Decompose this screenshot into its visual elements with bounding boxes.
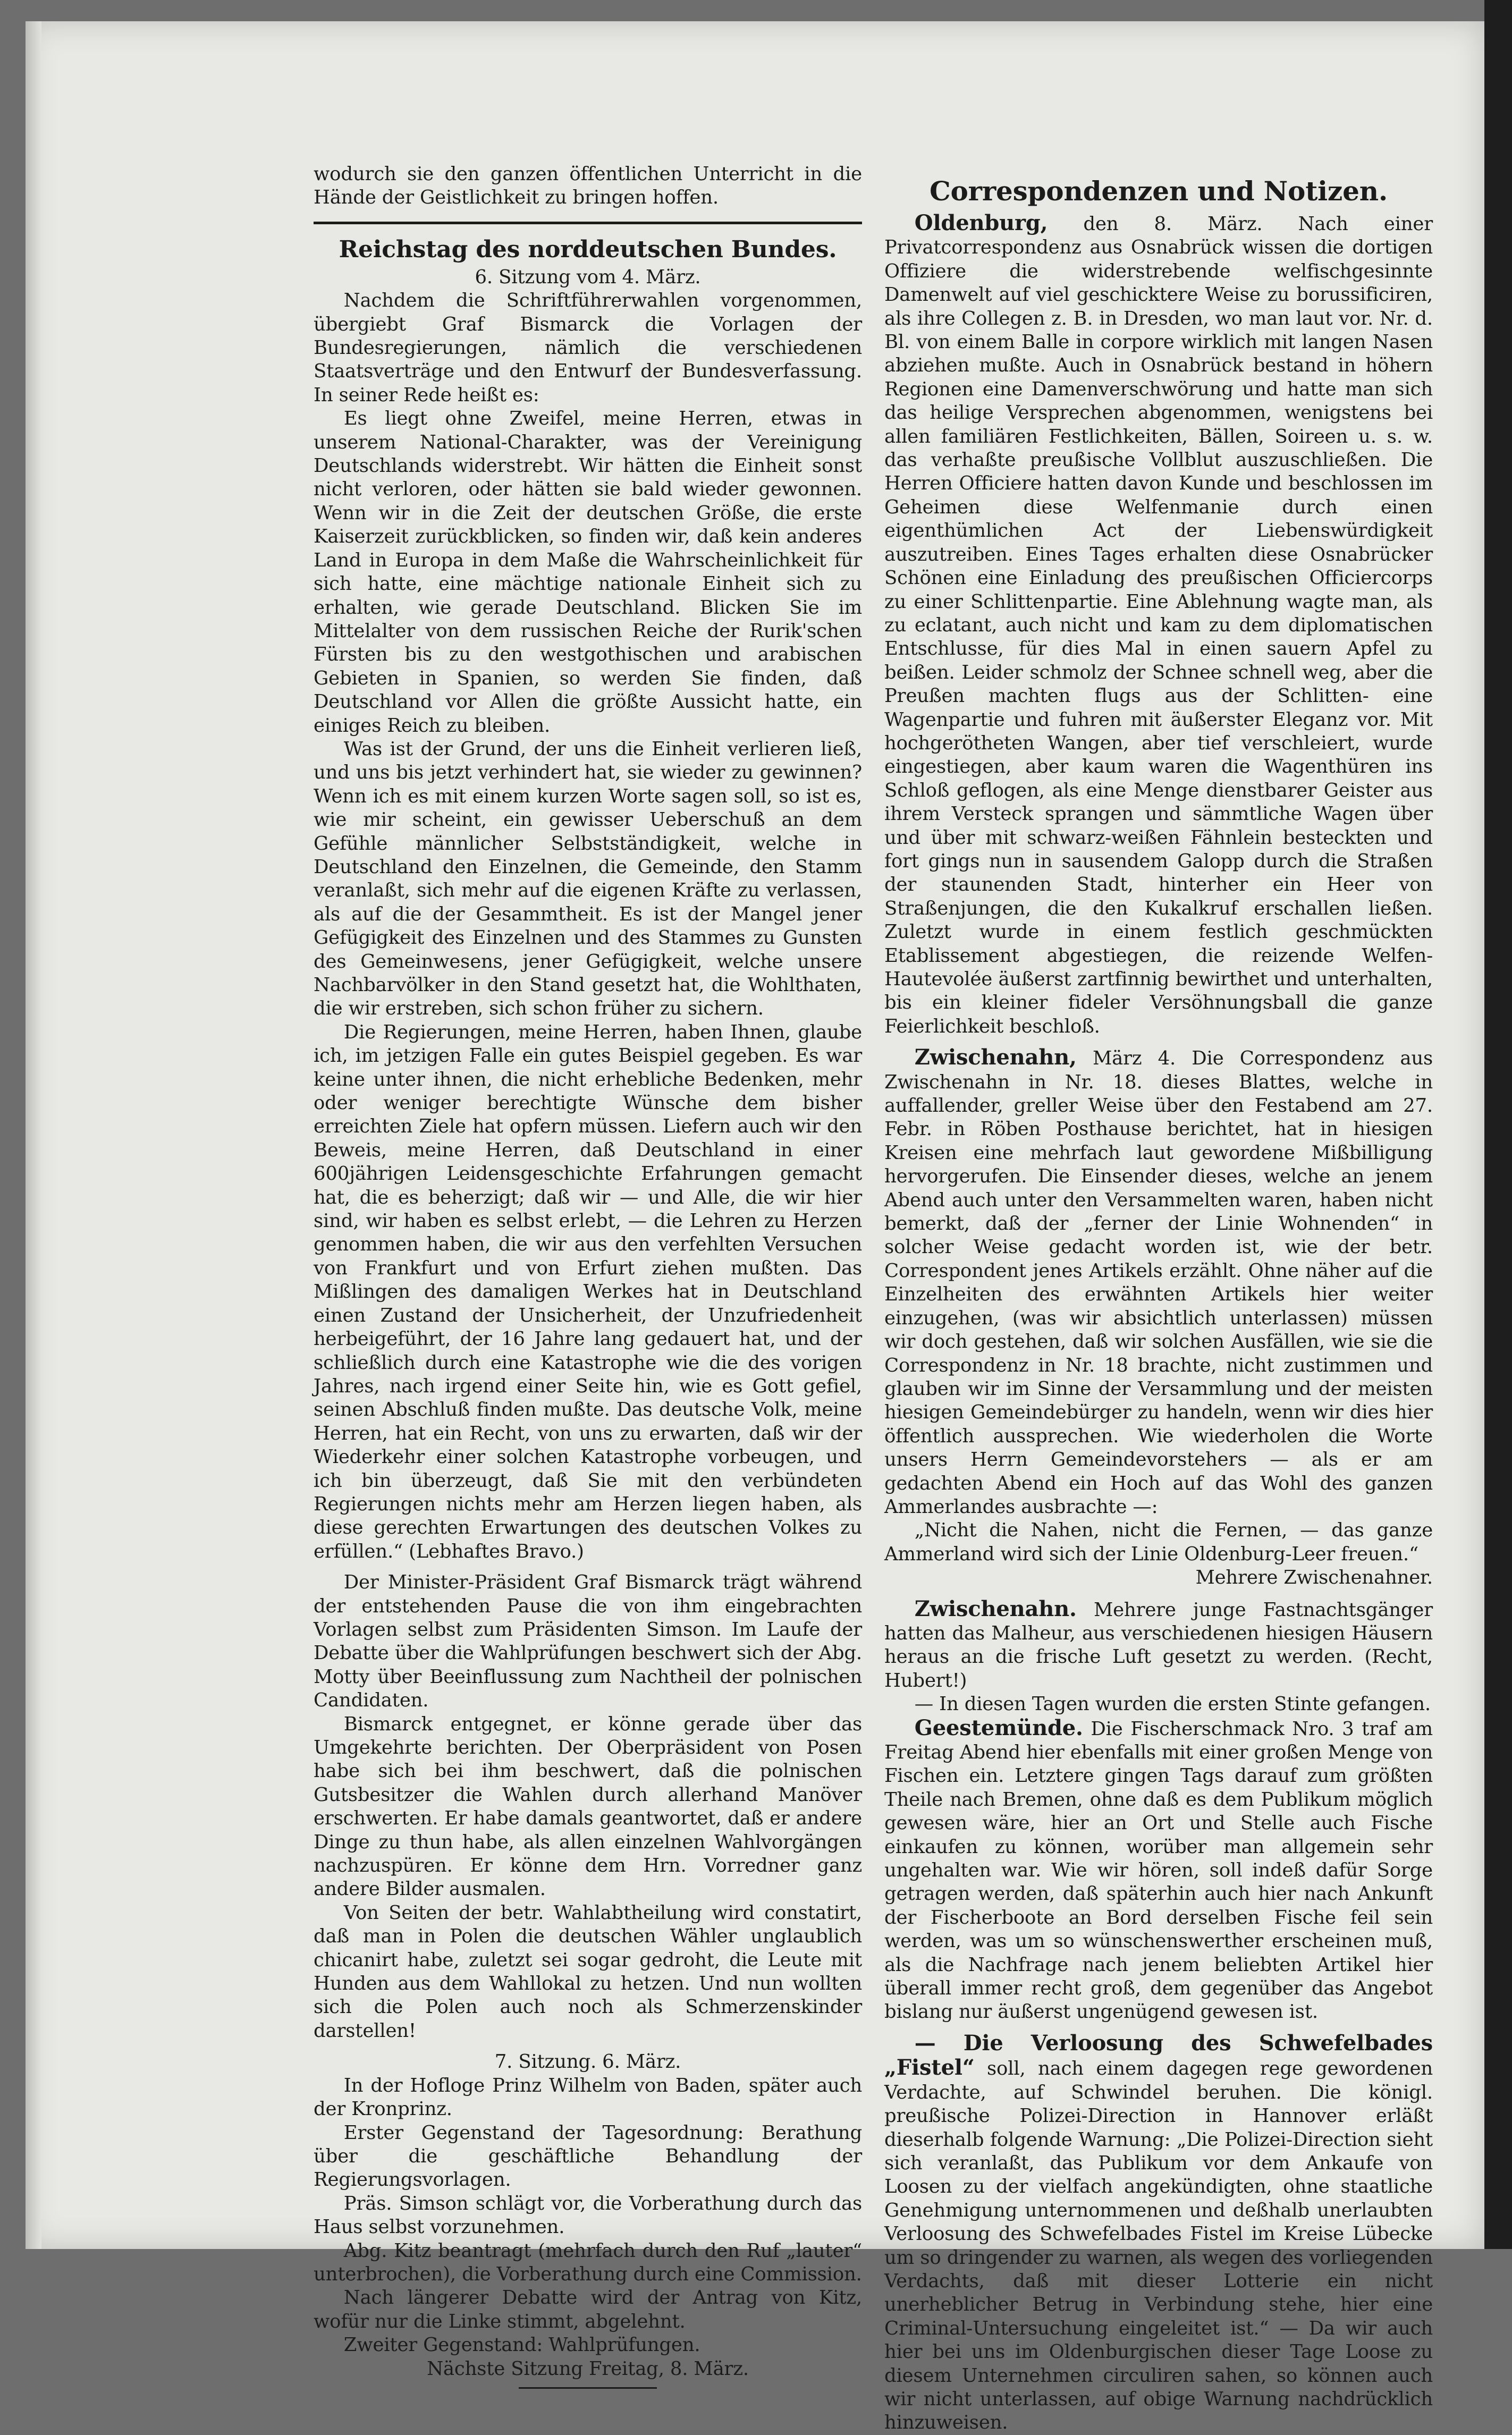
right-column [884,163,1433,2435]
geestemuende-paragraph [884,1717,1433,2024]
session-title-6: 6. Sitzung vom 4. März. [475,266,701,288]
paragraph: Die Regierungen, meine Herren, haben Ihnen, glaube ich, im jetzigen Falle ein gutes Beispiel gegeben. Es war keine unter ihnen, die nicht erhebliche Bedenken, mehr oder weniger berechtigte Wünsche dem bisher erreichten Ziele hat opfern müssen. Liefern auch wir den Beweis, meine Herren, daß Deutschland in einer 600jährigen Leidensgeschichte Erfahrungen gemacht hat, die es beherzigt; daß wir — und Alle, die wir hier sind, wir haben es selbst erlebt, — die Lehren zu Herzen genommen haben, die wir aus den verfehlten Versuchen von Frankfurt und von Erfurt ziehen mußten. Das Mißlingen des damaligen Werkes hat in Deutschland einen Zustand der Unsicherheit, der Unzufriedenheit herbeigeführt, der 16 Jahre lang gedauert hat, und der schließlich durch eine Katastrophe wie die des vorigen Jahres, nach irgend einer Seite hin, wie es Gott gefiel, seinen Abschluß finden mußte. Das deutsche Volk, meine Herren, hat ein Recht, von uns zu erwarten, daß wir der Wiederkehr einer solchen Katastrophe vorbeugen, und ich bin überzeugt, daß Sie mit den verbündeten Regierungen nichts mehr am Herzen liegen haben, als diese gerechten Erwartungen des deutschen Volkes zu erfüllen.“ (Lebhaftes Bravo.) [314,1021,862,1562]
scan-edge [1484,0,1512,2249]
page-fold-shadow [26,21,41,2249]
paragraph: Präs. Simson schlägt vor, die Vorberathung durch das Haus selbst vorzunehmen. [314,2192,862,2238]
reichstag-heading: Reichstag des norddeutschen Bundes. [339,235,837,263]
dateline-geestemuende: Geestemünde. [914,1715,1083,1740]
paragraph: Es liegt ohne Zweifel, meine Herren, etwas in unserem National-Charakter, was der Vereinigung Deutschlands widerstrebt. Wir hätten die Einheit sonst nicht verloren, oder hätten sie bald wieder gewonnen. Wenn wir in die Zeit der deutschen Größe, die erste Kaiserzeit zurückblicken, so finden wir, daß kein anderes Land in Europa in dem Maße die Wahrscheinlichkeit für sich hatte, eine mächtige nationale Einheit sich zu erhalten, wie gerade Deutschland. Blicken Sie im Mittelalter von dem russischen Reiche der Rurik'schen Fürsten bis zu den westgothischen und arabischen Gebieten in Spanien, so werden Sie finden, daß Deutschland vor Allen die größte Aussicht hatte, ein einiges Reich zu bleiben. [314,408,862,737]
dateline-oldenburg: Oldenburg, [914,210,1048,235]
paragraph: Nach längerer Debatte wird der Antrag von Kitz, wofür nur die Linke stimmt, abgelehnt. [314,2287,862,2332]
zwischenahn2-paragraph [884,1597,1433,1693]
oldenburg-text: den 8. März. Nach einer Privatcorrespondenz aus Osnabrück wissen die dortigen Offiziere die widerstrebende welfischgesinnte Damenwelt auf viel geschicktere Weise zu borussificiren, als ihre Collegen z. B. in Dresden, wo man laut vor. Nr. d. Bl. von einem Balle in corpore wirklich mit langen Nasen abziehen mußte. Auch in Osnabrück bestand in höhern Regionen eine Damenverschwörung und hatte man sich das heilige Versprechen abgenommen, wenigstens bei allen familiären Festlichkeiten, Bällen, Soireen u. s. w. das verhaßte preußische Vollblut auszuschließen. Die Herren Officiere hatten davon Kunde und beschlossen im Geheimen diese Welfenmanie durch einen eigenthümlichen Act der Liebenswürdigkeit auszutreiben. Eines Tages erhalten diese Osnabrücker Schönen eine Einladung des preußischen Officiercorps zu einer Schlittenpartie. Eine Ablehnung wagte man, als zu eclatant, auch nicht und kam zu dem diplomatischen Entschlusse, für dies Mal in einen sauern Apfel zu beißen. Leider schmolz der Schnee schnell weg, aber die Preußen machten flugs aus der Schlitten- eine Wagenpartie und fuhren mit äußerster Eleganz vor. Mit hochgerötheten Wangen, aber tief verschleiert, wurde eingestiegen, aber kaum waren die Wagenthüren ins Schloß geflogen, als eine Menge dienstbarer Geister aus ihrem Versteck sprangen und sämmtliche Wagen über und über mit schwarz-weißen Fähnlein besteckten und fort gings nun in sausendem Galopp durch die Straßen der staunenden Stadt, hinterher ein Heer von Straßenjungen, die den Kukalkruf erschallen ließen. Zuletzt wurde in einem festlich geschmückten Etablissement abgestiegen, die reizende Welfen-Hautevolée äußerst zartfinnig bewirthet und unterhalten, bis ein kleiner fideler Versöhnungsball die ganze Feierlichkeit beschloß. [884,213,1433,1037]
left-column [314,163,862,2389]
zwischenahn-signature: Mehrere Zwischenahner. [1195,1567,1433,1589]
dateline-zwischenahn-2: Zwischenahn. [914,1596,1077,1621]
correspondence-heading: Correspondenzen und Notizen. [929,175,1388,207]
zwischenahn-text: März 4. Die Correspondenz aus Zwischenahn in Nr. 18. dieses Blattes, welche in auffallender, greller Weise über den Festabend am 27. Febr. in Röben Posthause berichtet, hat in hiesigen Kreisen eine mehrfach laut gewordene Mißbilligung hervorgerufen. Die Einsender dieses, welche an jenem Abend auch unter den Versammelten waren, haben nicht bemerkt, daß der „ferner der Linie Wohnenden“ in solcher Weise gedacht worden ist, wie der betr. Correspondent jenes Artikels erzählt. Ohne näher auf die Einzelheiten des erwähnten Artikels hier weiter einzugehen, (was wir absichtlich unterlassen) müssen wir doch gestehen, daß wir solchen Ausfällen, wie sie die Correspondenz in Nr. 18 brachte, nicht zustimmen und glauben wir im Sinne der Versammlung und der meisten hiesigen Gemeindebürger zu handeln, wenn wir dies hier öffentlich aussprechen. Wie wiederholen die Worte unsers Herrn Gemeindevorstehers — als er am gedachten Abend ein Hoch auf das Wohl des ganzen Ammerlandes ausbrachte —: [884,1047,1433,1518]
section-rule [314,222,862,224]
verloosung-paragraph [884,2032,1433,2435]
paragraph: Erster Gegenstand der Tagesordnung: Berathung über die geschäftliche Behandlung der Regierungsvorlagen. [314,2121,862,2191]
session-title-7: 7. Sitzung. 6. März. [494,2051,681,2073]
next-session: Nächste Sitzung Freitag, 8. März. [427,2357,749,2380]
paragraph: Von Seiten der betr. Wahlabtheilung wird constatirt, daß man in Polen die deutschen Wähler unglaublich chicanirt habe, zuletzt sei sogar gedroht, die Leute mit Hunden aus dem Wahllokal zu hetzen. Und nun wollten sich die Polen auch noch als Schmerzenskinder darstellen! [314,1901,862,2042]
oldenburg-paragraph [884,212,1433,1038]
paragraph: Abg. Kitz beantragt (mehrfach durch den Ruf „lauter“ unterbrochen), die Vorberathung durch eine Commission. [314,2239,862,2285]
paragraph: Zweiter Gegenstand: Wahlprüfungen. [343,2334,700,2356]
zwischenahn-quote: „Nicht die Nahen, nicht die Fernen, — das ganze Ammerland wird sich der Linie Oldenburg-Leer freuen.“ [884,1519,1433,1565]
paragraph: Der Minister-Präsident Graf Bismarck trägt während der entstehenden Pause die von ihm eingebrachten Vorlagen selbst zum Präsidenten Simson. Im Laufe der Debatte über die Wahlprüfungen beschwert sich der Abg. Motty über Beeinflussung zum Nachtheil der polnischen Candidaten. [314,1571,862,1712]
end-rule [519,2387,657,2389]
paragraph: Bismarck entgegnet, er könne gerade über das Umgekehrte berichten. Der Oberpräsident von Posen habe sich bei ihm beschwert, daß die polnischen Gutsbesitzer die Wahlen durch allerhand Manöver erschwerten. Er habe damals geantwortet, daß er andere Dinge zu thun habe, als allen einzelnen Wahlvorgängen nachzuspüren. Er könne dem Hrn. Vorredner ganz andere Bilder ausmalen. [314,1713,862,1900]
dateline-zwischenahn: Zwischenahn, [914,1045,1077,1070]
paragraph: In der Hofloge Prinz Wilhelm von Baden, später auch der Kronprinz. [314,2074,862,2120]
intro-paragraph: wodurch sie den ganzen öffentlichen Unterricht in die Hände der Geistlichkeit zu bringen hoffen. [314,163,862,209]
zwischenahn2-text: Mehrere junge Fastnachtsgänger hatten das Malheur, aus verschiedenen hiesigen Häusern heraus an die frische Luft gesetzt zu werden. (Recht, Hubert!) [884,1599,1433,1692]
verloosung-heading: — Die Verloosung des Schwefelbades „Fistel“ [884,2030,1433,2081]
paragraph: Was ist der Grund, der uns die Einheit verlieren ließ, und uns bis jetzt verhindert hat, sie wieder zu gewinnen? Wenn ich es mit einem kurzen Worte sagen soll, so ist es, wie mir scheint, ein gewisser Ueberschuß an dem Gefühle männlicher Selbstständigkeit, welche in Deutschland den Einzelnen, die Gemeinde, den Stamm veranlaßt, sich mehr auf die eigenen Kräfte zu verlassen, als auf die der Gesammtheit. Es ist der Mangel jener Gefügigkeit des Einzelnen und des Stammes zu Gunsten des Gemeinwesens, jener Gefügigkeit, welche unsere Nachbarvölker in den Stand gesetzt hat, die Wohlthaten, die wir erstreben, sich schon früher zu sichern. [314,738,862,1020]
zwischenahn-paragraph [884,1046,1433,1519]
paragraph: Nachdem die Schriftführerwahlen vorgenommen, übergiebt Graf Bismarck die Vorlagen der Bundesregierungen, nämlich die verschiedenen Staatsverträge und den Entwurf der Bundesverfassung. In seiner Rede heißt es: [314,290,862,406]
verloosung-text: soll, nach einem dagegen rege gewordenen Verdachte, auf Schwindel beruhen. Die königl. preußische Polizei-Direction in Hannover erläßt dieserhalb folgende Warnung: „Die Polizei-Direction sieht sich veranlaßt, das Publikum vor dem Ankaufe von Loosen zu der vielfach angekündigten, ohne staatliche Genehmigung unternommenen und deßhalb unerlaubten Verloosung des Schwefelbades Fistel im Kreise Lübecke um so dringender zu warnen, als wegen des vorliegenden Verdachts, daß mit dieser Lotterie ein nicht unerheblicher Betrug in Verbindung stehe, hier eine Criminal-Untersuchung eingeleitet ist.“ — Da wir auch hier bei uns im Oldenburgischen dieser Tage Loose zu diesem Unternehmen circuliren sahen, so können auch wir nicht unterlassen, auf obige Warnung nachdrücklich hinzuweisen. [884,2058,1433,2434]
geestemuende-text: Die Fischerschmack Nro. 3 traf am Freitag Abend hier ebenfalls mit einer großen Menge von Fischen ein. Letztere gingen Tags darauf zum größten Theile nach Bremen, ohne daß es dem Publikum möglich gewesen wäre, hier an Ort und Stelle auch Fische einkaufen zu können, worüber man allgemein sehr ungehalten war. Wie wir hören, soll indeß dafür Sorge getragen werden, daß späterhin auch hier nach Ankunft der Fischerboote an Bord derselben Fische feil sein werden, was um so wünschenswerther erscheinen muß, als die Nachfrage nach jenem beliebten Artikel hier überall immer recht groß, dem gegenüber das Angebot bislang nur äußerst ungenügend gewesen ist. [884,1718,1433,2023]
stinte-note: — In diesen Tagen wurden die ersten Stinte gefangen. [914,1693,1431,1715]
